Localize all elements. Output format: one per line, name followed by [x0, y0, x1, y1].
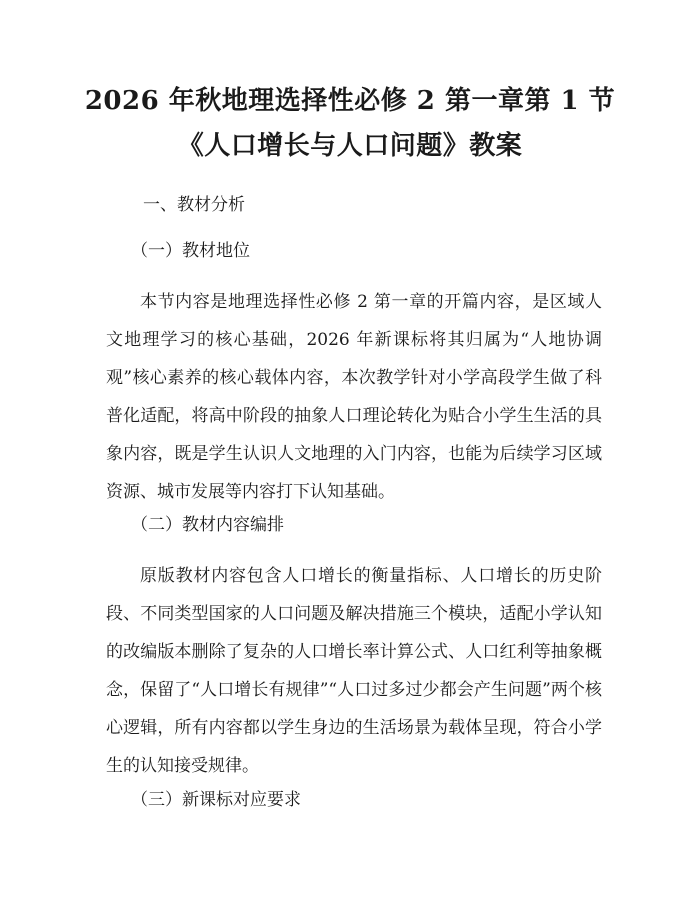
paragraph-content-arrangement: 原版教材内容包含人口增长的衡量指标、人口增长的历史阶段、不同类型国家的人口问题及解决措施三个模块，适配小学认知的改编版本删除了复杂的人口增长率计算公式、人口红利等抽象概念，保留了“人口增长有规律”“人口过多过少都会产生问题”两个核心逻辑，所有内容都以学生身边的生活场景为载体呈现，符合小学生的认知接受规律。: [106, 566, 602, 776]
section-heading-textbook-analysis: 一、教材分析: [143, 195, 245, 215]
document-title-line1: 2026 年秋地理选择性必修 2 第一章第 1 节: [84, 86, 616, 116]
subsection-heading-curriculum-requirements: （三）新课标对应要求: [131, 790, 301, 810]
paragraph-textbook-status: 本节内容是地理选择性必修 2 第一章的开篇内容，是区域人文地理学习的核心基础，2026 年新课标将其归属为“人地协调观”核心素养的核心载体内容，本次教学针对小学高段学生做了科普化适配，将高中阶段的抽象人口理论转化为贴合小学生生活的具象内容，既是学生认识人文地理的入门内容，也能为后续学习区域资源、城市发展等内容打下认知基础。: [106, 292, 602, 502]
document-title-line2: 《人口增长与人口问题》教案: [177, 131, 523, 161]
subsection-heading-content-arrangement: （二）教材内容编排: [131, 515, 284, 535]
subsection-heading-textbook-status: （一）教材地位: [131, 241, 250, 261]
